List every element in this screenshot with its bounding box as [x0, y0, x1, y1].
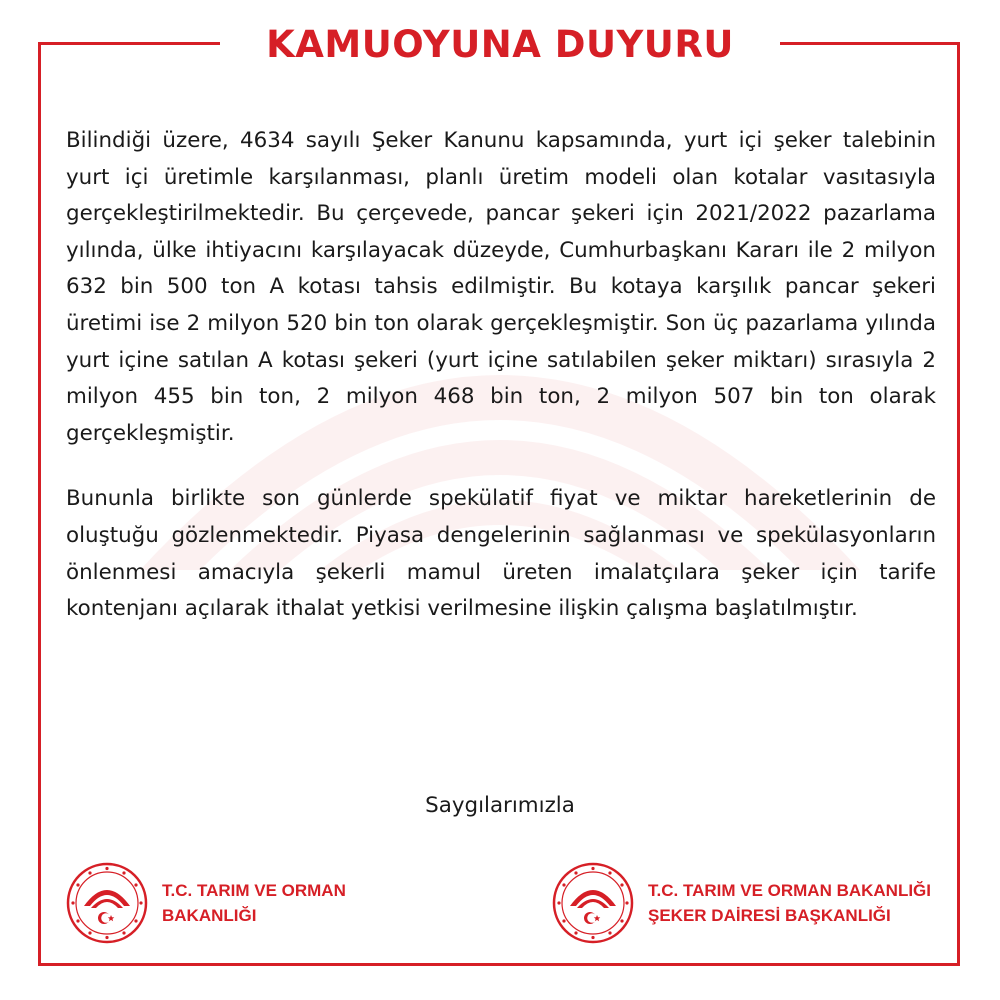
ministry-seal-icon [66, 862, 148, 944]
paragraph-speculation: Bununla birlikte son günlerde spekülatif fiyat ve miktar hareketlerinin de oluştuğu gözlenmektedir. Piyasa dengelerinin sağlanması ve spekülasyonların önlenmesi amacıyla şekerli mamul üreten imalatçılara şeker için tarife kontenjanı açılarak ithalat yetkisi verilmesine ilişkin çalışma başlatılmıştır. [66, 486, 936, 622]
footer-right-line2: ŞEKER DAİRESİ BAŞKANLIĞI [648, 906, 891, 925]
footer-left-line2: BAKANLIĞI [162, 906, 257, 925]
announcement-body [66, 123, 936, 628]
footer-right-line1: T.C. TARIM VE ORMAN BAKANLIĞI [648, 881, 932, 900]
footer-left-line1: T.C. TARIM VE ORMAN [162, 881, 346, 900]
paragraph-quota: Bilindiği üzere, 4634 sayılı Şeker Kanunu kapsamında, yurt içi şeker talebinin yurt içi üretimle karşılanması, planlı üretim modeli olan kotalar vasıtasıyla gerçekleştirilmektedir. Bu çerçevede, pancar şekeri için 2021/2022 pazarlama yılında, ülke ihtiyacını karşılayacak düzeyde, Cumhurbaşkanı Kararı ile 2 milyon 632 bin 500 ton A kotası tahsis edilmiştir. Bu kotaya karşılık pancar şekeri üretimi ise 2 milyon 520 bin ton olarak gerçekleşmiştir. Son üç pazarlama yılında yurt içine satılan A kotası şekeri (yurt içine satılabilen şeker miktarı) sırasıyla 2 milyon 455 bin ton, 2 milyon 468 bin ton, 2 milyon 507 bin ton olarak gerçekleşmiştir. [66, 128, 936, 446]
announcement-title: KAMUOYUNA DUYURU [266, 23, 734, 66]
closing-text: Saygılarımızla [425, 793, 575, 818]
footer-sugar-department [552, 862, 931, 944]
ministry-seal-icon [552, 862, 634, 944]
footer-ministry [66, 862, 346, 944]
